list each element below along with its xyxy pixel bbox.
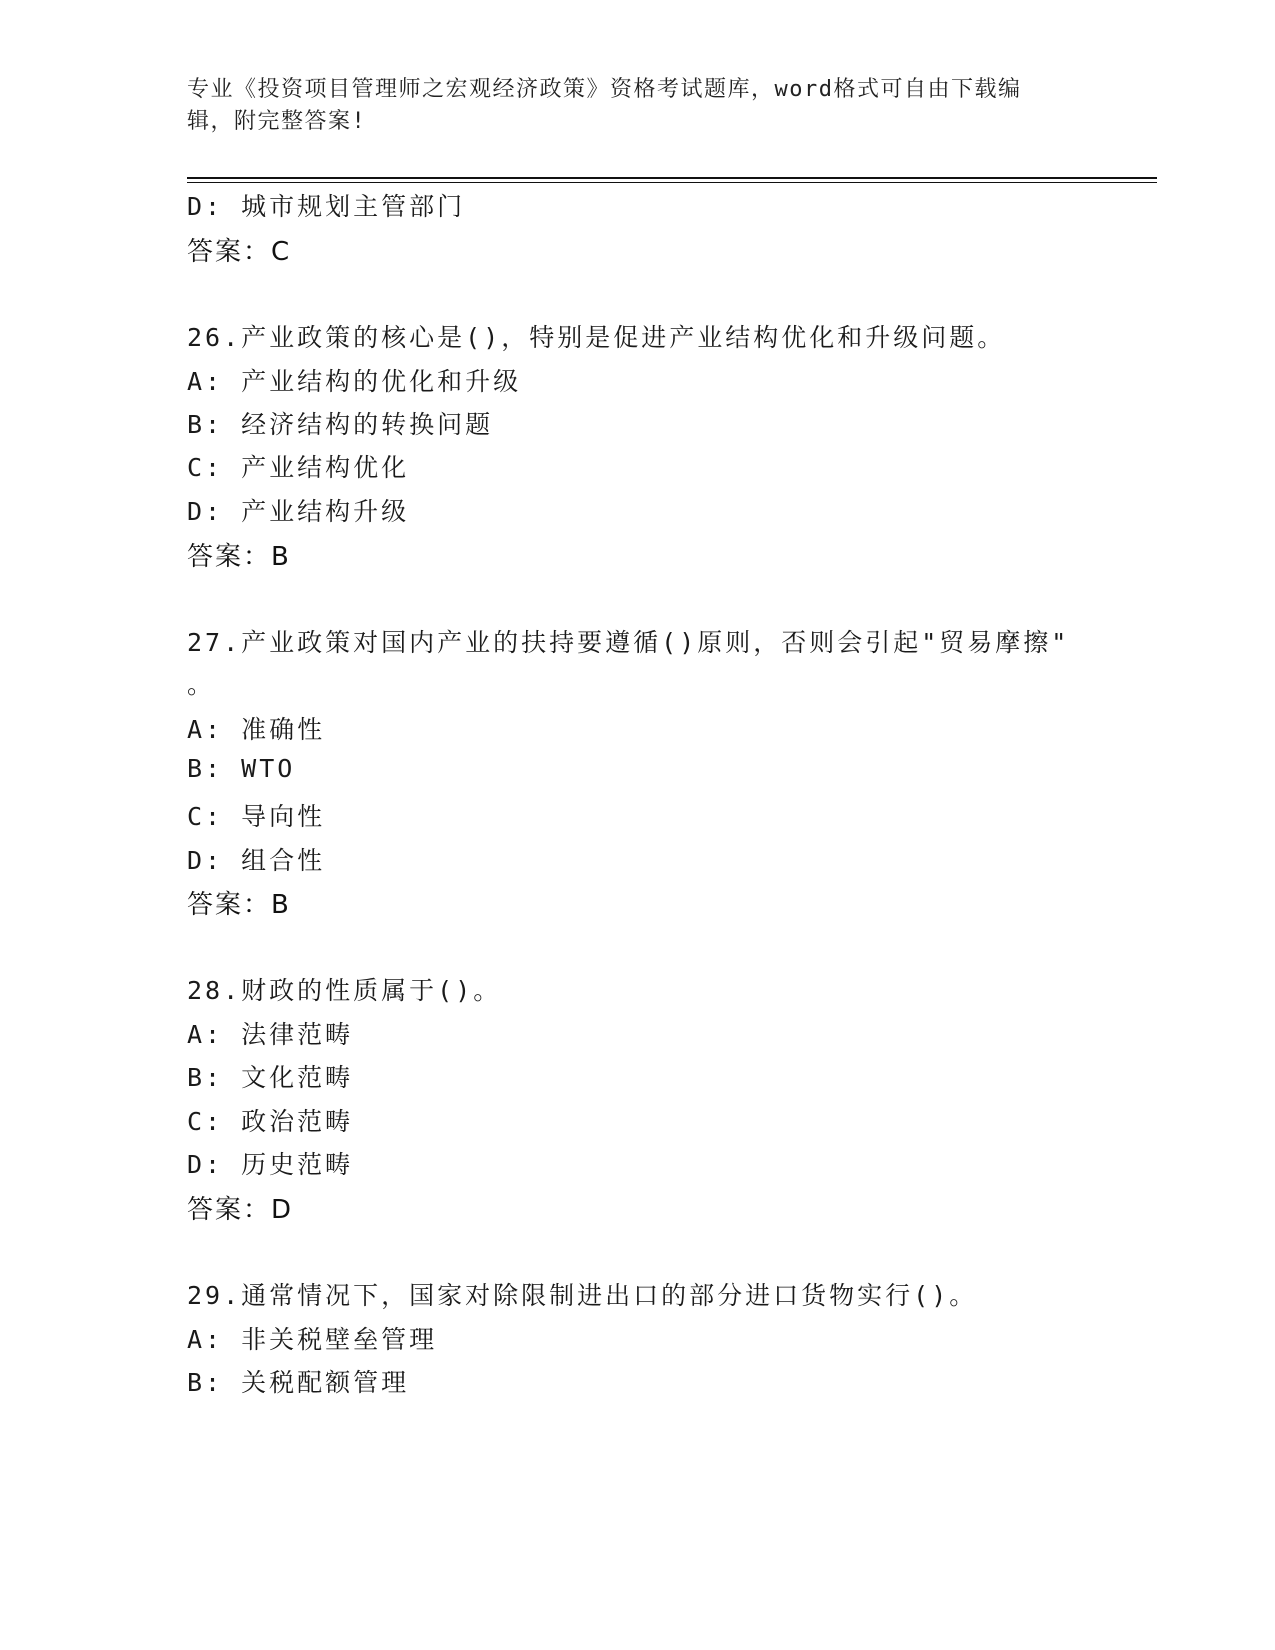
q28-answer: 答案：D <box>187 1195 294 1225</box>
q25-option-d: D: 城市规划主管部门 <box>187 192 466 221</box>
q28-stem: 28.财政的性质属于()。 <box>187 976 502 1005</box>
q27-stem-line-1: 27.产业政策对国内产业的扶持要遵循()原则，否则会引起"贸易摩擦" <box>187 628 1070 657</box>
q29-option-a: A: 非关税壁垒管理 <box>187 1325 438 1354</box>
q28-option-d: D: 历史范畴 <box>187 1150 354 1179</box>
header-line-1: 专业《投资项目管理师之宏观经济政策》资格考试题库，word格式可自由下载编 <box>187 77 1022 102</box>
q27-option-c: C: 导向性 <box>187 802 326 831</box>
header-line-2: 辑，附完整答案! <box>187 109 367 134</box>
q27-option-a: A: 准确性 <box>187 715 326 744</box>
q28-option-b: B: 文化范畴 <box>187 1063 354 1092</box>
q27-answer: 答案：B <box>187 890 291 920</box>
q28-option-a: A: 法律范畴 <box>187 1020 354 1049</box>
q25-answer: 答案：C <box>187 237 292 267</box>
header-rule-thin <box>187 182 1157 183</box>
q27-stem-line-2: 。 <box>187 670 216 699</box>
q27-option-d: D: 组合性 <box>187 846 326 875</box>
q26-option-d: D: 产业结构升级 <box>187 497 410 526</box>
q27-option-b: B: WTO <box>187 754 296 783</box>
document-header <box>187 74 1067 138</box>
q26-option-a: A: 产业结构的优化和升级 <box>187 367 522 396</box>
q29-stem: 29.通常情况下，国家对除限制进出口的部分进口货物实行()。 <box>187 1281 978 1310</box>
q26-answer: 答案：B <box>187 542 291 572</box>
q26-stem: 26.产业政策的核心是()，特别是促进产业结构优化和升级问题。 <box>187 323 1006 352</box>
header-rule-thick <box>187 177 1157 179</box>
q29-option-b: B: 关税配额管理 <box>187 1368 410 1397</box>
q28-option-c: C: 政治范畴 <box>187 1107 354 1136</box>
q26-option-b: B: 经济结构的转换问题 <box>187 410 494 439</box>
q26-option-c: C: 产业结构优化 <box>187 453 410 482</box>
